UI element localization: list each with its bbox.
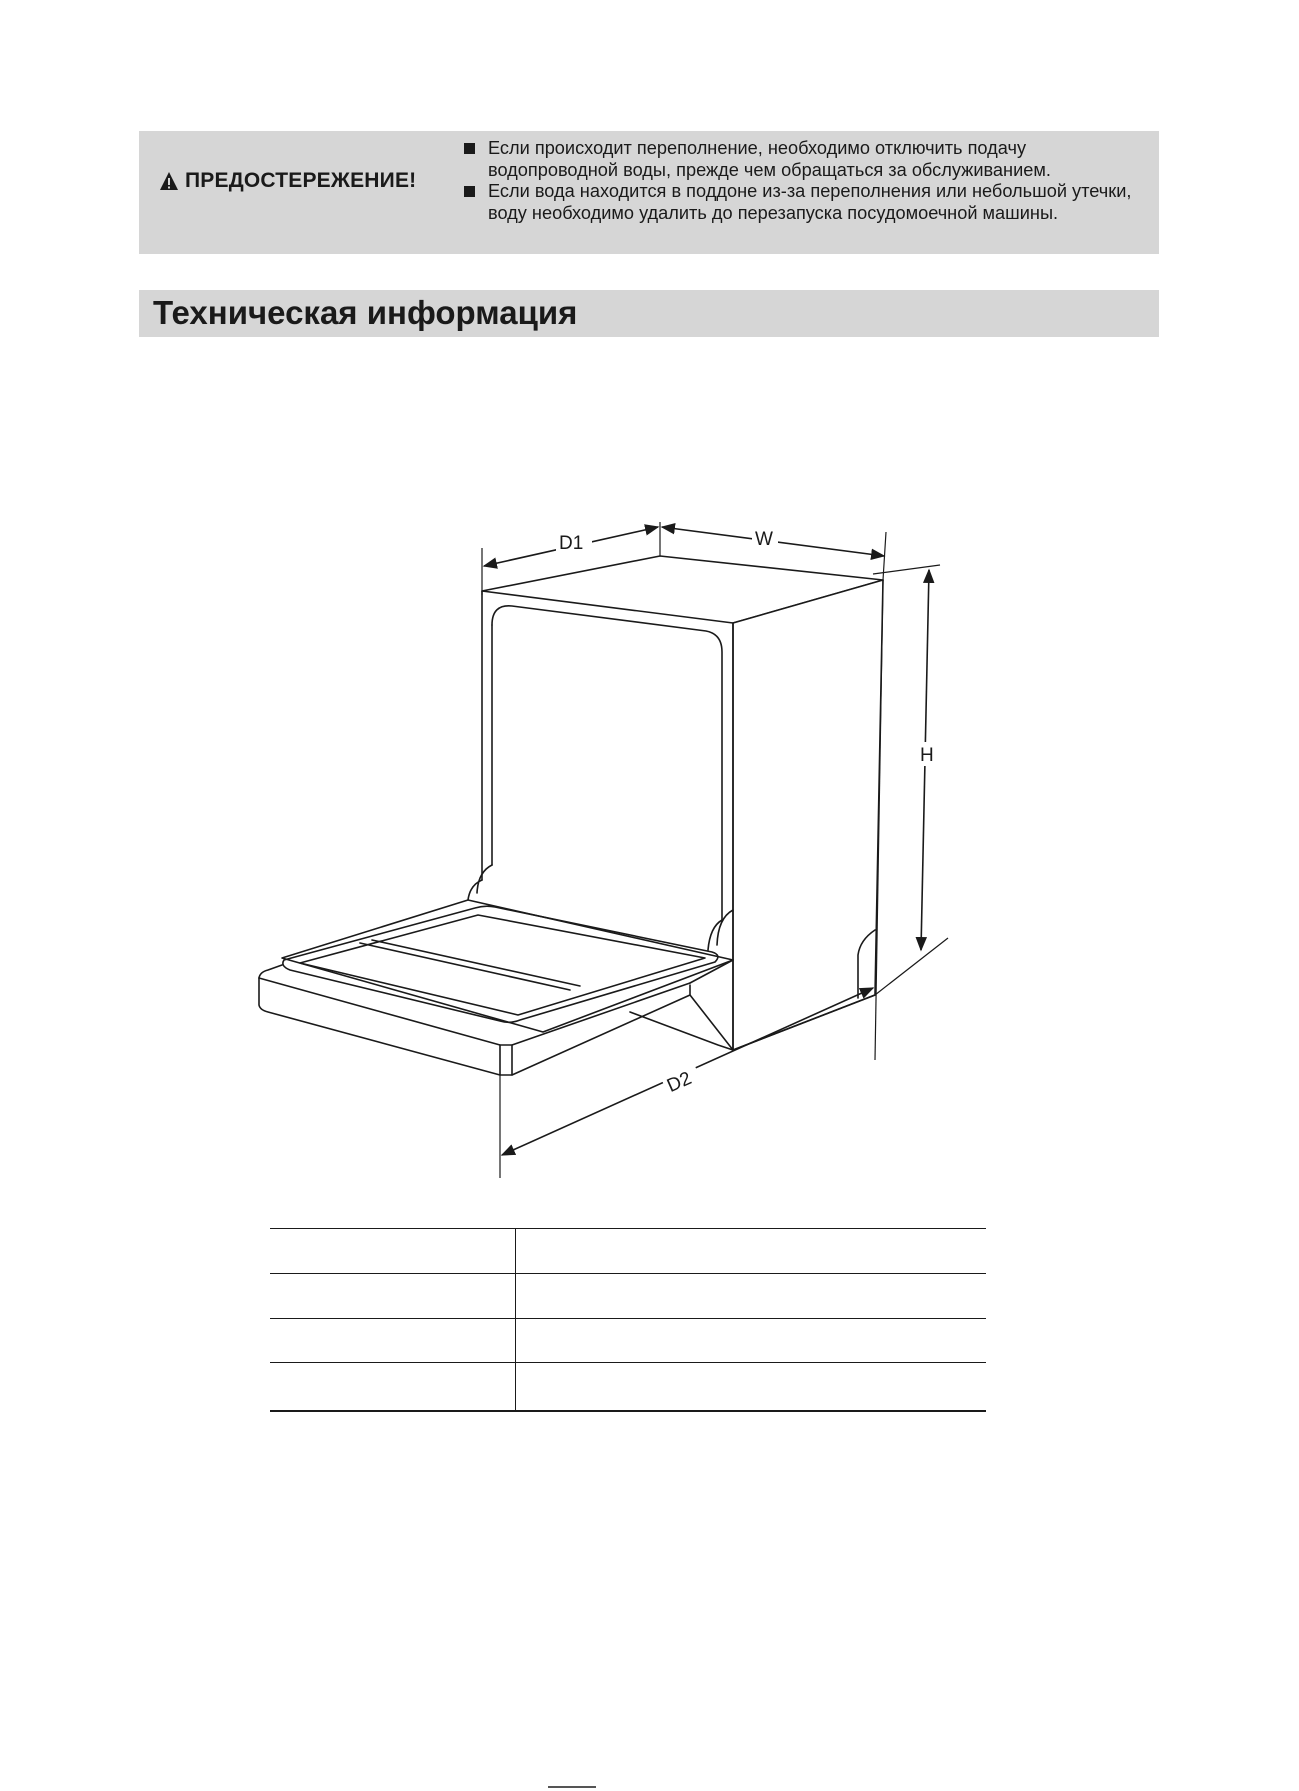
table-row [270, 1318, 986, 1363]
table-row [270, 1273, 986, 1319]
caution-label: ПРЕДОСТЕРЕЖЕНИЕ! [185, 169, 417, 192]
table-row [270, 1228, 986, 1274]
section-title: Техническая информация [153, 294, 578, 331]
page-footer-mark [548, 1786, 596, 1788]
w-label: W [755, 529, 773, 550]
table-row [270, 1362, 986, 1412]
table-column-divider [515, 1228, 516, 1412]
d1-label: D1 [559, 533, 584, 554]
dishwasher-outline [259, 556, 883, 1075]
d2-label: D2 [664, 1067, 695, 1097]
spec-table [270, 1228, 986, 1412]
h-label: H [920, 745, 934, 766]
caution-item-text: Если происходит переполнение, необходимо отключить подачу водопроводной воды, прежде чем обращаться за обслуживанием. [488, 138, 1051, 180]
caution-item-text: Если вода находится в поддоне из-за переполнения или небольшой утечки, воду необходимо удалить до перезапуска посудомоечной машины. [488, 181, 1132, 223]
